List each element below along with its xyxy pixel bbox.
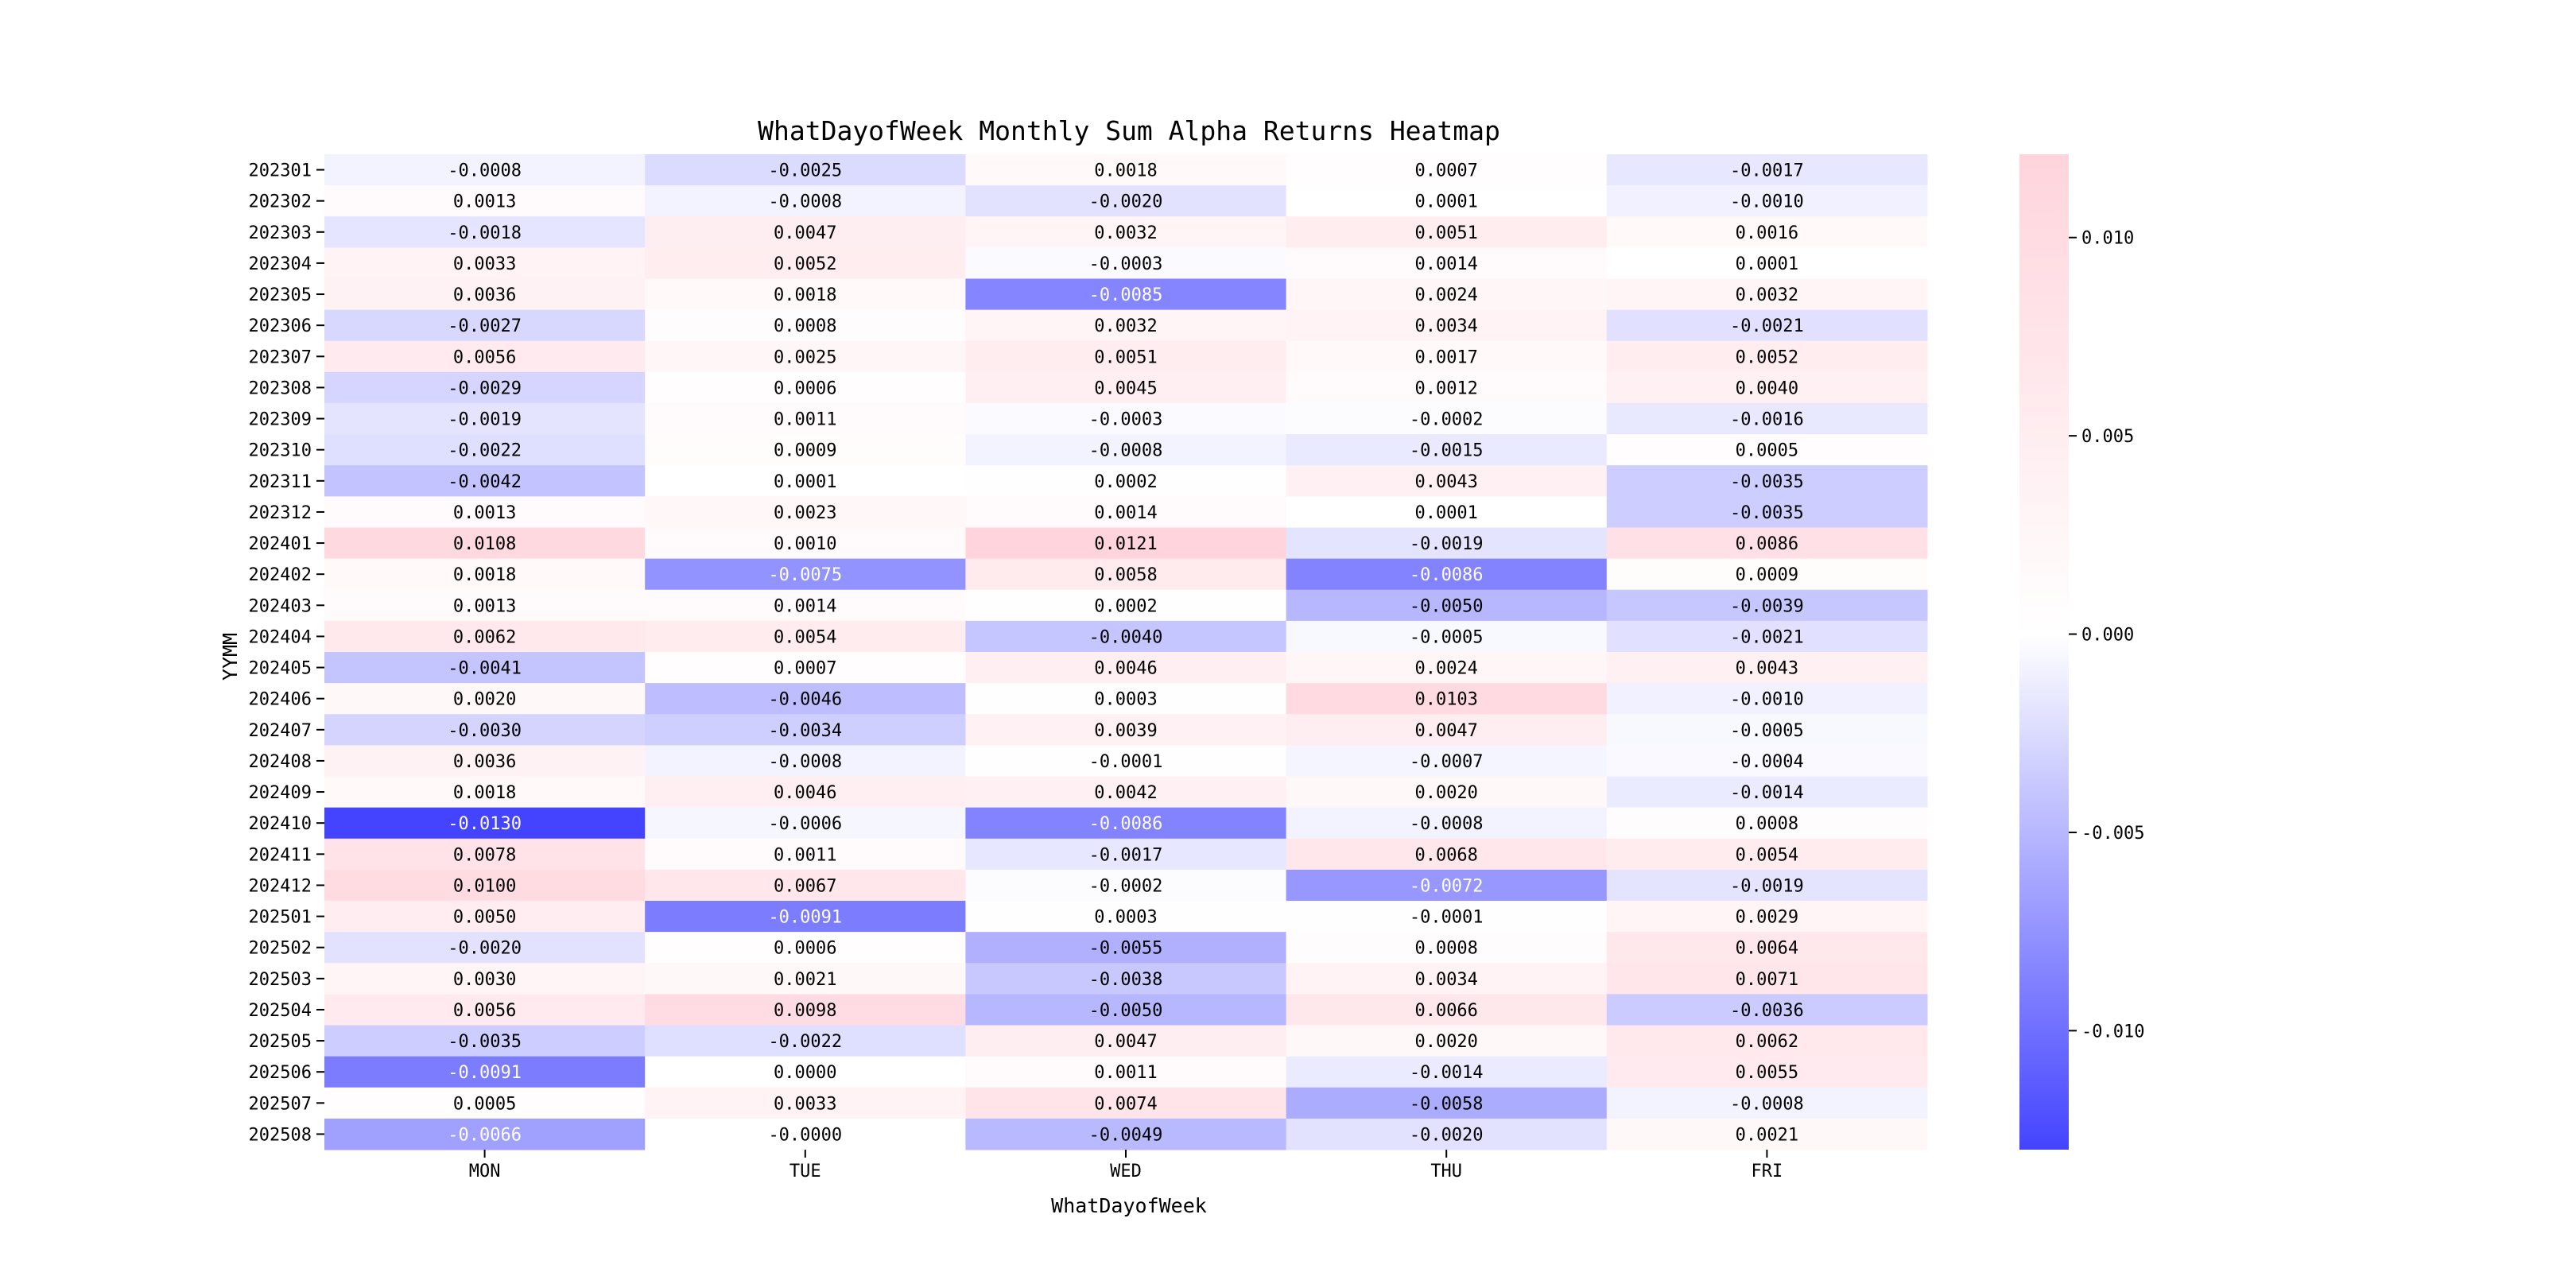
cell-value-label: 0.0002 [1094, 596, 1158, 617]
cell-value-label: -0.0029 [448, 378, 522, 399]
cell-value-label: 0.0013 [452, 502, 517, 523]
colorbar-tick-label: 0.010 [2081, 228, 2135, 249]
y-tick-label: 202508 [248, 1125, 312, 1146]
y-tick-label: 202502 [248, 938, 312, 959]
y-tick-label: 202504 [248, 1000, 312, 1021]
cell-value-label: -0.0091 [768, 907, 843, 928]
cell-value-label: 0.0007 [1414, 161, 1478, 181]
cell-value-label: 0.0020 [452, 689, 517, 710]
cell-value-label: -0.0035 [448, 1032, 522, 1053]
cell-value-label: -0.0055 [1088, 938, 1163, 959]
cell-value-label: 0.0018 [452, 783, 517, 804]
cell-value-label: -0.0039 [1730, 596, 1804, 617]
cell-value-label: 0.0008 [1735, 814, 1799, 835]
cell-value-label: -0.0005 [1730, 720, 1804, 741]
x-tick-label: TUE [789, 1162, 821, 1181]
y-tick-label: 202310 [248, 440, 312, 461]
cell-value-label: 0.0033 [774, 1094, 837, 1115]
cell-value-label: -0.0008 [768, 751, 843, 772]
cell-value-label: -0.0008 [1730, 1094, 1804, 1115]
cell-value-label: 0.0051 [1094, 347, 1158, 368]
cell-value-label: 0.0020 [1414, 1032, 1478, 1053]
y-tick-label: 202309 [248, 409, 312, 430]
cell-value-label: -0.0018 [448, 223, 522, 243]
cell-value-label: 0.0036 [452, 285, 517, 306]
x-tick-label: WED [1110, 1162, 1142, 1181]
cell-value-label: 0.0032 [1094, 223, 1158, 243]
cell-value-label: -0.0010 [1730, 689, 1804, 710]
cell-value-label: 0.0040 [1735, 378, 1799, 399]
y-axis [249, 161, 324, 1146]
chart-title: WhatDayofWeek Monthly Sum Alpha Returns Heatmap [758, 115, 1500, 146]
cell-value-label: 0.0017 [1414, 347, 1478, 368]
cell-value-label: 0.0062 [452, 627, 517, 648]
cell-value-label: 0.0018 [774, 285, 837, 306]
cell-value-label: -0.0004 [1730, 751, 1804, 772]
cell-value-label: -0.0014 [1409, 1063, 1484, 1084]
cell-value-label: 0.0034 [1414, 316, 1478, 337]
cell-value-label: 0.0008 [1414, 938, 1478, 959]
cell-value-label: -0.0030 [448, 720, 522, 741]
cell-value-label: 0.0043 [1735, 658, 1799, 679]
cell-value-label: -0.0020 [1409, 1125, 1484, 1146]
cell-value-label: -0.0008 [1409, 814, 1484, 835]
y-tick-label: 202304 [248, 254, 312, 274]
cell-value-label: -0.0035 [1730, 471, 1804, 492]
cell-value-label: -0.0015 [1409, 440, 1484, 461]
cell-value-label: -0.0002 [1409, 409, 1484, 430]
cell-value-label: 0.0020 [1414, 783, 1478, 804]
cell-value-label: 0.0018 [1094, 161, 1158, 181]
cell-value-label: -0.0008 [768, 192, 843, 212]
cell-value-label: 0.0056 [452, 347, 517, 368]
cell-value-label: -0.0034 [768, 720, 843, 741]
y-tick-label: 202407 [248, 720, 312, 741]
cell-value-label: -0.0086 [1409, 565, 1484, 586]
cell-value-label: 0.0025 [774, 347, 837, 368]
colorbar-gradient [2019, 154, 2069, 1150]
cell-value-label: 0.0034 [1414, 969, 1478, 990]
cell-value-label: -0.0019 [1409, 534, 1484, 555]
cell-value-label: 0.0016 [1735, 223, 1799, 243]
cell-value-label: 0.0010 [774, 534, 837, 555]
cell-value-label: 0.0032 [1094, 316, 1158, 337]
cell-value-label: 0.0006 [774, 938, 837, 959]
cell-value-label: 0.0108 [452, 534, 517, 555]
cell-value-label: -0.0085 [1088, 285, 1163, 306]
cell-value-label: -0.0020 [448, 938, 522, 959]
cell-value-label: -0.0027 [448, 316, 522, 337]
cell-value-label: 0.0042 [1094, 783, 1158, 804]
cell-value-label: 0.0067 [774, 876, 837, 897]
y-tick-label: 202405 [248, 658, 312, 679]
cell-value-label: -0.0025 [768, 161, 843, 181]
y-tick-label: 202507 [248, 1094, 312, 1115]
cell-value-label: 0.0007 [774, 658, 837, 679]
x-tick-label: MON [468, 1162, 501, 1181]
cell-value-label: -0.0002 [1088, 876, 1163, 897]
cell-value-label: -0.0010 [1730, 192, 1804, 212]
y-tick-label: 202408 [248, 751, 312, 772]
y-tick-label: 202311 [248, 471, 312, 492]
cell-value-label: -0.0008 [448, 161, 522, 181]
cell-value-label: 0.0005 [452, 1094, 517, 1115]
cell-value-label: 0.0086 [1735, 534, 1799, 555]
cell-value-label: -0.0021 [1730, 316, 1804, 337]
cell-value-label: 0.0030 [452, 969, 517, 990]
cell-value-label: -0.0042 [448, 471, 522, 492]
cell-value-label: -0.0020 [1088, 192, 1163, 212]
cell-value-label: 0.0009 [774, 440, 837, 461]
y-axis-label: YYMM [219, 632, 242, 681]
cell-value-label: 0.0011 [774, 845, 837, 866]
x-tick-label: THU [1430, 1162, 1463, 1181]
y-tick-label: 202312 [248, 502, 312, 523]
cell-value-label: 0.0001 [774, 471, 837, 492]
y-tick-label: 202411 [248, 845, 312, 866]
cell-value-label: -0.0019 [1730, 876, 1804, 897]
y-tick-label: 202302 [248, 192, 312, 212]
cell-value-label: 0.0003 [1094, 907, 1158, 928]
cell-value-label: -0.0003 [1088, 409, 1163, 430]
cell-value-label: -0.0049 [1088, 1125, 1163, 1146]
cell-value-label: 0.0052 [774, 254, 837, 274]
cell-value-label: 0.0074 [1094, 1094, 1158, 1115]
cell-value-label: 0.0064 [1735, 938, 1799, 959]
colorbar-tick-label: -0.005 [2081, 823, 2145, 844]
y-tick-label: 202301 [248, 161, 312, 181]
cell-value-label: -0.0050 [1409, 596, 1484, 617]
y-tick-label: 202506 [248, 1063, 312, 1084]
cell-value-label: 0.0000 [774, 1063, 837, 1084]
cell-value-label: 0.0078 [452, 845, 517, 866]
y-tick-label: 202503 [248, 969, 312, 990]
cell-value-label: -0.0021 [1730, 627, 1804, 648]
cell-value-label: 0.0018 [452, 565, 517, 586]
cell-value-label: 0.0003 [1094, 689, 1158, 710]
cell-value-label: 0.0047 [1094, 1032, 1158, 1053]
cell-value-label: -0.0017 [1730, 161, 1804, 181]
colorbar-tick-label: 0.005 [2081, 427, 2135, 448]
cell-value-label: -0.0086 [1088, 814, 1163, 835]
cell-value-label: 0.0012 [1414, 378, 1478, 399]
cell-value-label: 0.0001 [1414, 192, 1478, 212]
cell-value-label: -0.0007 [1409, 751, 1484, 772]
x-axis [469, 1150, 1783, 1181]
y-tick-label: 202303 [248, 223, 312, 243]
cell-value-label: 0.0014 [1094, 502, 1158, 523]
cell-value-label: -0.0016 [1730, 409, 1804, 430]
cell-value-label: 0.0024 [1414, 658, 1478, 679]
cell-value-label: 0.0029 [1735, 907, 1799, 928]
colorbar-tick-label: -0.010 [2081, 1022, 2145, 1042]
cell-value-label: 0.0002 [1094, 471, 1158, 492]
cell-value-label: 0.0021 [1735, 1125, 1799, 1146]
cell-value-label: 0.0039 [1094, 720, 1158, 741]
cell-value-label: -0.0038 [1088, 969, 1163, 990]
cell-value-label: 0.0009 [1735, 565, 1799, 586]
cell-value-label: 0.0047 [1414, 720, 1478, 741]
cell-value-label: -0.0046 [768, 689, 843, 710]
y-tick-label: 202403 [248, 596, 312, 617]
cell-value-label: -0.0050 [1088, 1000, 1163, 1021]
y-tick-label: 202402 [248, 565, 312, 586]
cell-value-label: 0.0054 [774, 627, 837, 648]
cell-value-label: 0.0036 [452, 751, 517, 772]
cell-value-label: -0.0035 [1730, 502, 1804, 523]
x-axis-label: WhatDayofWeek [1051, 1194, 1207, 1217]
cell-value-label: -0.0022 [768, 1032, 843, 1053]
cell-value-label: 0.0098 [774, 1000, 837, 1021]
cell-value-label: -0.0075 [768, 565, 843, 586]
cell-value-label: 0.0062 [1735, 1032, 1799, 1053]
cell-value-label: 0.0054 [1735, 845, 1799, 866]
cell-value-label: 0.0005 [1735, 440, 1799, 461]
cell-value-label: 0.0011 [1094, 1063, 1158, 1084]
cell-value-label: 0.0023 [774, 502, 837, 523]
cell-value-label: -0.0072 [1409, 876, 1484, 897]
cell-value-label: -0.0005 [1409, 627, 1484, 648]
cell-value-label: -0.0022 [448, 440, 522, 461]
colorbar [2019, 154, 2144, 1150]
cell-value-label: -0.0001 [1409, 907, 1484, 928]
cell-value-label: -0.0058 [1409, 1094, 1484, 1115]
cell-value-label: -0.0001 [1088, 751, 1163, 772]
cell-value-label: -0.0036 [1730, 1000, 1804, 1021]
cell-value-label: 0.0014 [774, 596, 837, 617]
cell-value-label: 0.0024 [1414, 285, 1478, 306]
cell-value-label: 0.0071 [1735, 969, 1799, 990]
heatmap-grid [324, 154, 1928, 1150]
cell-value-label: 0.0047 [774, 223, 837, 243]
cell-value-label: -0.0019 [448, 409, 522, 430]
cell-value-label: 0.0013 [452, 192, 517, 212]
y-tick-label: 202306 [248, 316, 312, 337]
y-tick-label: 202406 [248, 689, 312, 710]
cell-value-label: 0.0011 [774, 409, 837, 430]
cell-value-label: -0.0000 [768, 1125, 843, 1146]
cell-value-label: 0.0045 [1094, 378, 1158, 399]
cell-value-label: 0.0006 [774, 378, 837, 399]
cell-value-label: 0.0001 [1414, 502, 1478, 523]
cell-value-label: 0.0058 [1094, 565, 1158, 586]
cell-value-label: 0.0050 [452, 907, 517, 928]
y-tick-label: 202409 [248, 783, 312, 804]
cell-value-label: 0.0043 [1414, 471, 1478, 492]
cell-value-label: 0.0033 [452, 254, 517, 274]
cell-value-label: 0.0013 [452, 596, 517, 617]
cell-value-label: 0.0055 [1735, 1063, 1799, 1084]
cell-value-label: 0.0103 [1414, 689, 1478, 710]
cell-value-label: 0.0121 [1094, 534, 1158, 555]
y-tick-label: 202412 [248, 876, 312, 897]
y-tick-label: 202501 [248, 907, 312, 928]
x-tick-label: FRI [1751, 1162, 1783, 1181]
y-tick-label: 202401 [248, 534, 312, 555]
cell-value-label: 0.0068 [1414, 845, 1478, 866]
cell-value-label: 0.0014 [1414, 254, 1478, 274]
cell-value-label: 0.0056 [452, 1000, 517, 1021]
y-tick-label: 202307 [248, 347, 312, 368]
cell-value-label: 0.0046 [1094, 658, 1158, 679]
y-tick-label: 202404 [248, 627, 312, 648]
cell-value-label: -0.0008 [1088, 440, 1163, 461]
cell-value-label: -0.0014 [1730, 783, 1804, 804]
cell-value-label: 0.0066 [1414, 1000, 1478, 1021]
cell-value-label: -0.0040 [1088, 627, 1163, 648]
y-tick-label: 202305 [248, 285, 312, 306]
y-tick-label: 202308 [248, 378, 312, 399]
cell-value-label: -0.0041 [448, 658, 522, 679]
cell-value-label: -0.0003 [1088, 254, 1163, 274]
cell-value-label: 0.0021 [774, 969, 837, 990]
cell-value-label: -0.0091 [448, 1063, 522, 1084]
cell-value-label: 0.0052 [1735, 347, 1799, 368]
cell-value-label: 0.0046 [774, 783, 837, 804]
y-tick-label: 202410 [248, 814, 312, 835]
cell-value-label: -0.0130 [448, 814, 522, 835]
cell-value-label: 0.0100 [452, 876, 517, 897]
y-tick-label: 202505 [248, 1032, 312, 1053]
cell-value-label: -0.0066 [448, 1125, 522, 1146]
cell-value-label: 0.0008 [774, 316, 837, 337]
colorbar-tick-label: 0.000 [2081, 625, 2135, 646]
cell-value-label: 0.0001 [1735, 254, 1799, 274]
cell-value-label: -0.0006 [768, 814, 843, 835]
cell-value-label: -0.0017 [1088, 845, 1163, 866]
cell-value-label: 0.0032 [1735, 285, 1799, 306]
cell-value-label: 0.0051 [1414, 223, 1478, 243]
